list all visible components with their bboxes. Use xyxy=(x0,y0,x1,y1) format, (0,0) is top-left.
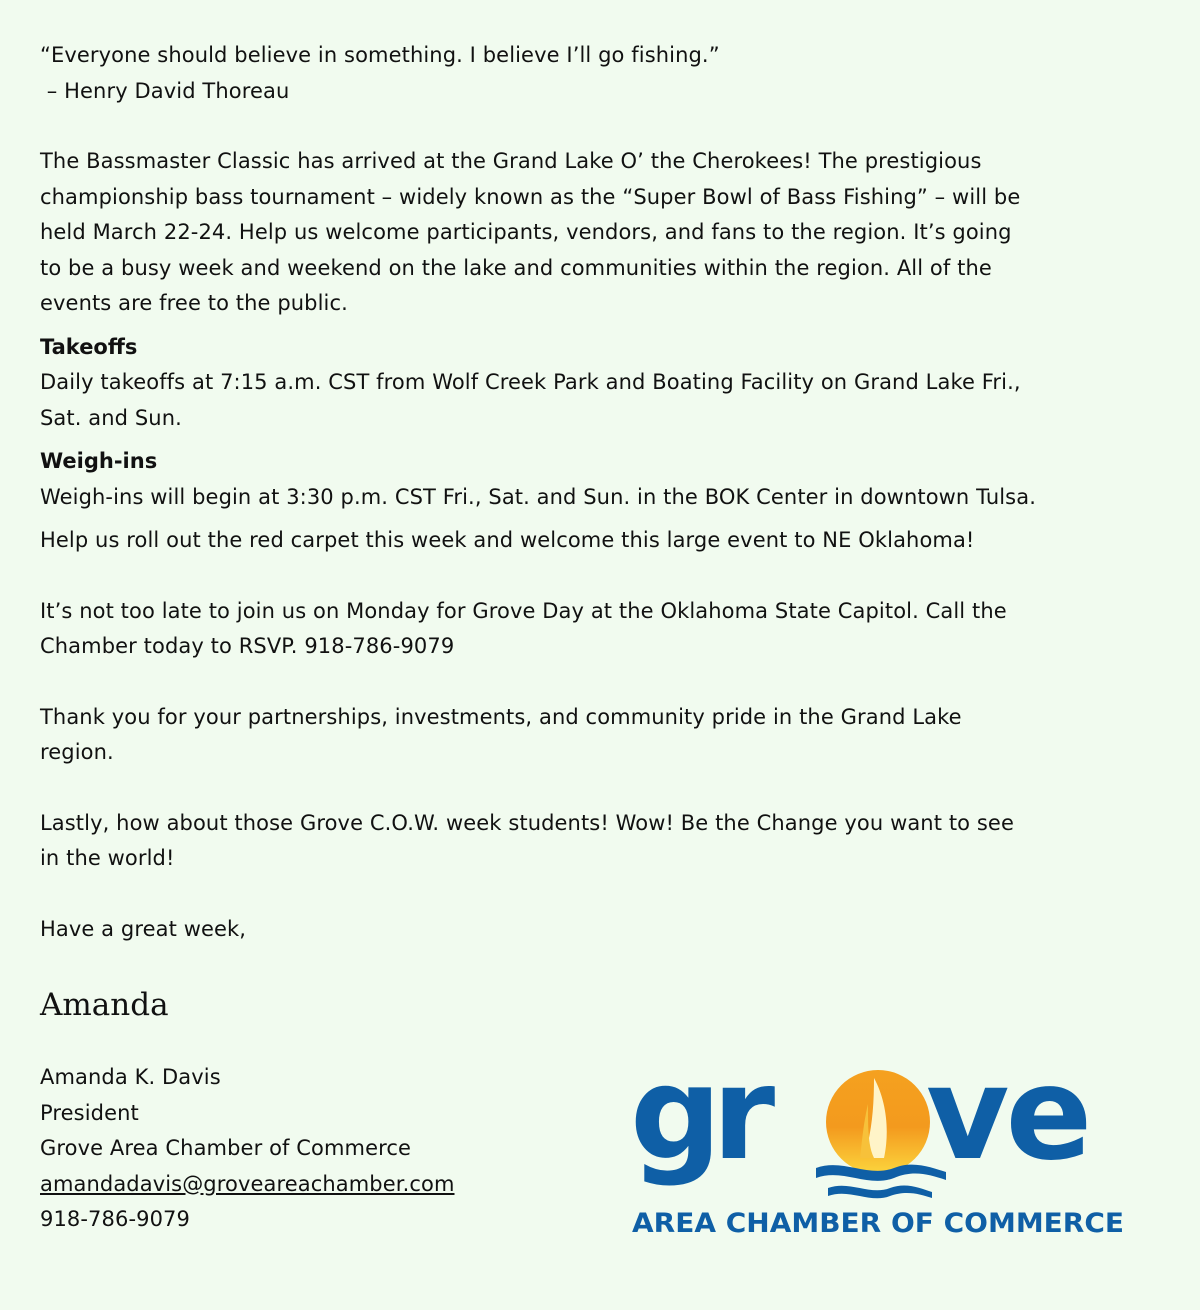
quote-text: “Everyone should believe in something. I believe I’ll go fishing.” xyxy=(40,43,720,67)
logo-tagline: AREA CHAMBER OF COMMERCE xyxy=(632,1208,1124,1239)
intro-line: The Bassmaster Classic has arrived at the Grand Lake O’ the Cherokees! The prestigious xyxy=(40,149,982,173)
takeoffs-line: Daily takeoffs at 7:15 a.m. CST from Wolf Creek Park and Boating Facility on Grand Lake Fri., xyxy=(40,370,1021,394)
quote-author: – Henry David Thoreau xyxy=(40,78,290,103)
logo-letter-g: g xyxy=(630,1050,718,1189)
takeoffs-section xyxy=(40,330,1170,437)
contact-phone: 918-786-9079 xyxy=(40,1207,190,1231)
signature: Amanda xyxy=(40,987,169,1023)
weighins-line: Weigh-ins will begin at 3:30 p.m. CST Fri., Sat. and Sun. in the BOK Center in downtown Tulsa. xyxy=(40,484,1036,509)
contact-name: Amanda K. Davis xyxy=(40,1065,221,1089)
thanks-paragraph xyxy=(40,700,1170,771)
takeoffs-line: Sat. and Sun. xyxy=(40,405,182,430)
red-carpet-paragraph: Help us roll out the red carpet this week and welcome this large event to NE Oklahoma! xyxy=(40,528,975,552)
contact-email-row xyxy=(40,1167,455,1203)
contact-block xyxy=(40,1060,455,1238)
logo-letter-r: r xyxy=(712,1050,772,1189)
takeoffs-heading: Takeoffs xyxy=(40,334,138,359)
lastly-paragraph xyxy=(40,806,1170,877)
grove-logo-graphic xyxy=(628,1050,1128,1240)
lastly-line: in the world! xyxy=(40,846,175,870)
lastly-line: Lastly, how about those Grove C.O.W. week students! Wow! Be the Change you want to see xyxy=(40,810,1014,835)
letter-body xyxy=(40,38,1170,1027)
grove-chamber-logo xyxy=(628,1050,1128,1240)
intro-line: held March 22-24. Help us welcome participants, vendors, and fans to the region. It’s going xyxy=(40,220,1012,244)
thanks-line: region. xyxy=(40,740,114,764)
weighins-heading: Weigh-ins xyxy=(40,449,158,473)
contact-email-link[interactable]: amandadavis@groveareachamber.com xyxy=(40,1171,455,1196)
weighins-section xyxy=(40,444,1170,515)
intro-line: to be a busy week and weekend on the lake and communities within the region. All of the xyxy=(40,255,992,280)
contact-title: President xyxy=(40,1100,139,1125)
grove-day-line: It’s not too late to join us on Monday for Grove Day at the Oklahoma State Capitol. Call the xyxy=(40,598,1007,623)
intro-line: championship bass tournament – widely known as the “Super Bowl of Bass Fishing” – will be xyxy=(40,184,1021,209)
contact-org: Grove Area Chamber of Commerce xyxy=(40,1136,412,1160)
thanks-line: Thank you for your partnerships, investments, and community pride in the Grand Lake xyxy=(40,704,962,729)
closing-line: Have a great week, xyxy=(40,916,247,941)
logo-letters-ve: ve xyxy=(926,1050,1089,1189)
grove-day-line: Chamber today to RSVP. 918-786-9079 xyxy=(40,634,455,658)
intro-line: events are free to the public. xyxy=(40,291,348,315)
grove-day-paragraph xyxy=(40,594,1170,665)
intro-paragraph xyxy=(40,144,1170,322)
